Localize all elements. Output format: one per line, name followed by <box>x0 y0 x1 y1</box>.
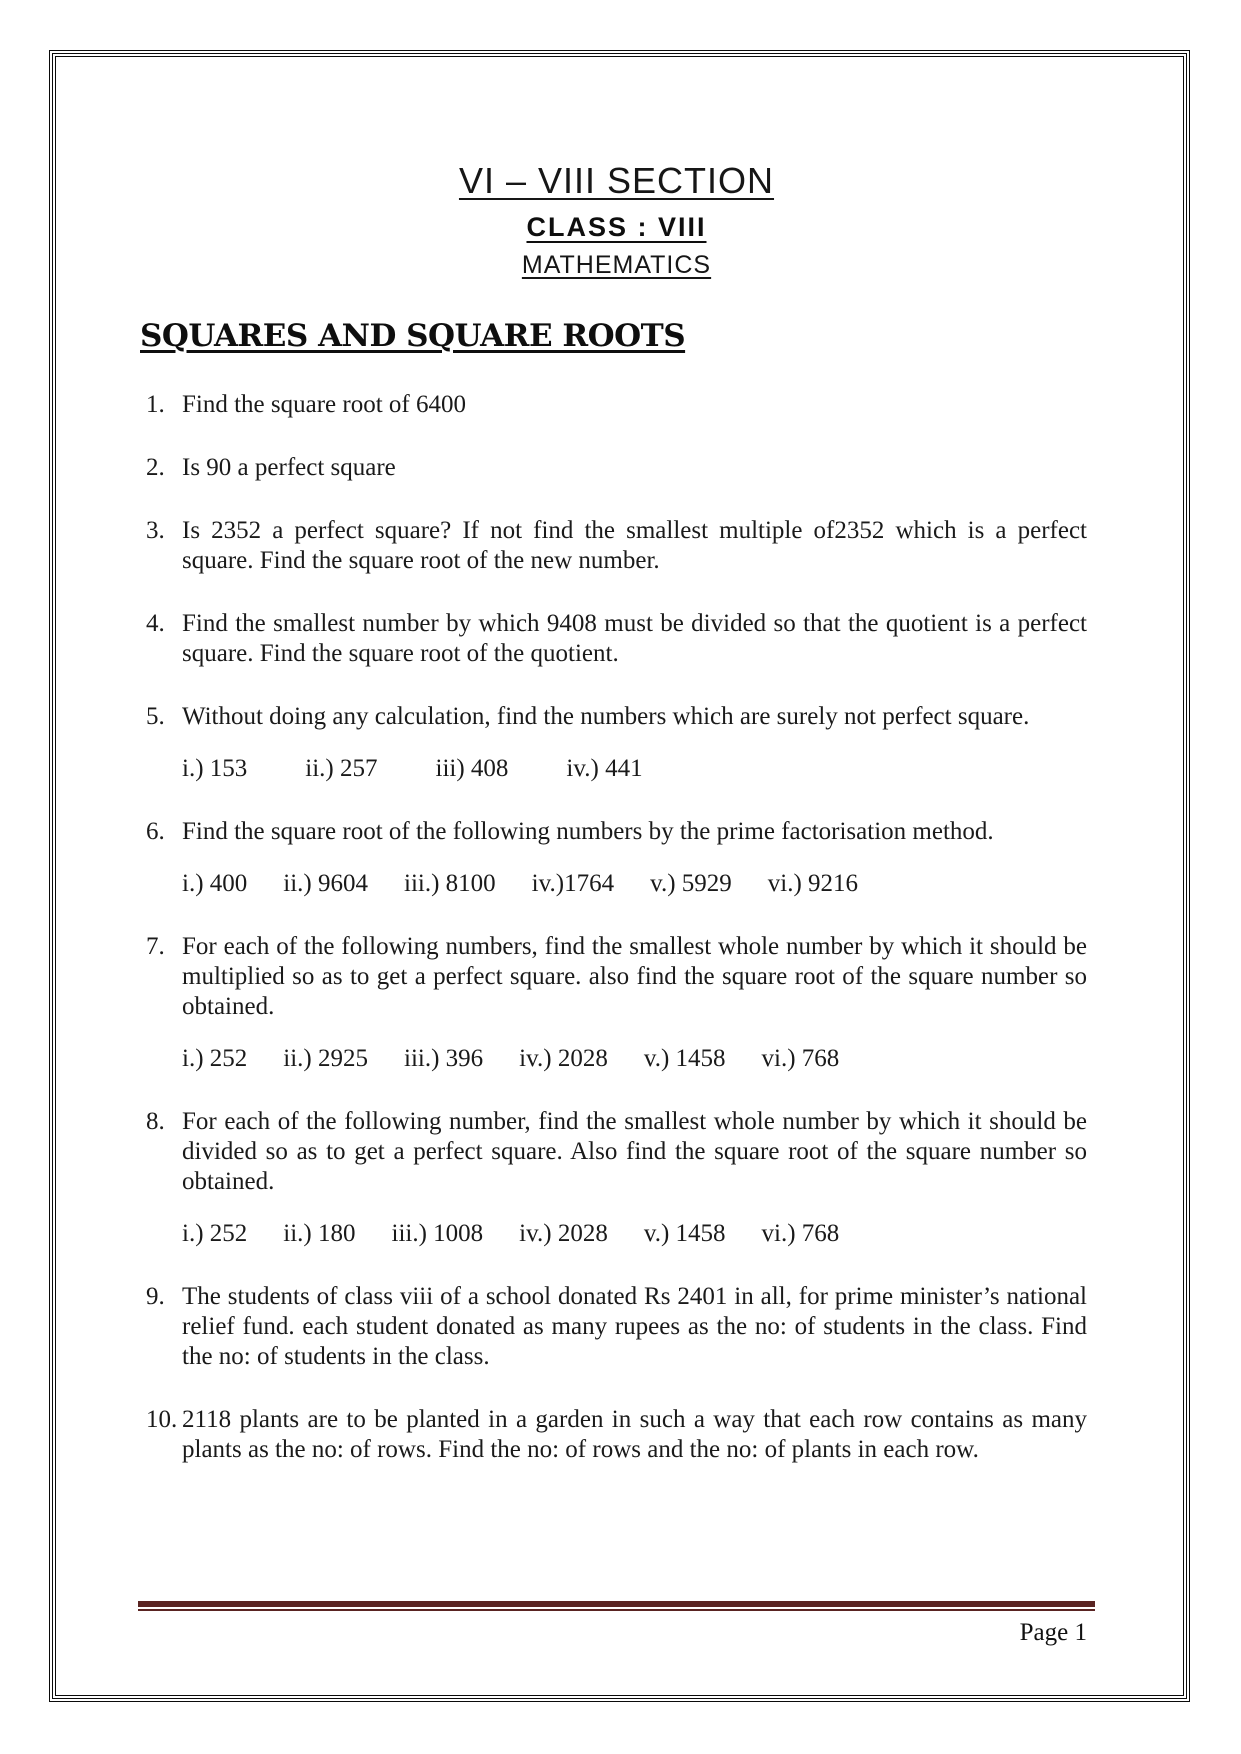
question-7-options <box>182 1044 1087 1074</box>
option-item: ii.) 180 <box>283 1220 356 1247</box>
option-item: ii.) 257 <box>305 755 378 782</box>
option-item: iv.)1764 <box>531 870 615 897</box>
option-item: v.) 5929 <box>650 870 732 897</box>
question-8 <box>146 1107 1087 1197</box>
question-6-options <box>182 869 1087 899</box>
option-item: vi.) 768 <box>761 1045 840 1072</box>
question-number: 8. <box>146 1108 165 1135</box>
class-title: CLASS : VIII <box>526 212 707 242</box>
footer-divider <box>138 1601 1095 1611</box>
question-7 <box>146 932 1087 1022</box>
option-item: i.) 400 <box>182 870 248 897</box>
footer-divider-thin-line <box>138 1609 1095 1611</box>
question-4 <box>146 609 1087 669</box>
question-number: 10. <box>146 1406 178 1433</box>
option-item: iii.) 396 <box>404 1045 484 1072</box>
option-item: i.) 252 <box>182 1220 248 1247</box>
option-item: iv.) 2028 <box>519 1220 608 1247</box>
footer-divider-thick-line <box>138 1601 1095 1607</box>
question-text: Find the square root of 6400 <box>182 391 466 418</box>
question-1 <box>146 390 1087 420</box>
option-item: ii.) 2925 <box>283 1045 368 1072</box>
question-5-options <box>182 754 1087 784</box>
question-10 <box>146 1405 1087 1465</box>
question-number: 7. <box>146 933 165 960</box>
question-number: 4. <box>146 610 165 637</box>
question-list <box>146 390 1087 1465</box>
question-8-options <box>182 1219 1087 1249</box>
question-text: Is 2352 a perfect square? If not find the smallest multiple of2352 which is a perfect square. Find the square root of the new number. <box>182 517 1087 574</box>
question-number: 3. <box>146 517 165 544</box>
option-item: i.) 153 <box>182 755 248 782</box>
option-item: iv.) 2028 <box>519 1045 608 1072</box>
question-text: For each of the following number, find the smallest whole number by which it should be divided so as to get a perfect square. Also find the square root of the square number so obtained. <box>182 1108 1087 1195</box>
question-number: 5. <box>146 703 165 730</box>
section-title: VI – VIII SECTION <box>458 160 775 201</box>
question-number: 1. <box>146 391 165 418</box>
page-number: Page 1 <box>1019 1619 1087 1646</box>
option-item: vi.) 9216 <box>767 870 859 897</box>
question-text: Find the square root of the following numbers by the prime factorisation method. <box>182 818 994 845</box>
question-text: Is 90 a perfect square <box>182 454 396 481</box>
question-text: Find the smallest number by which 9408 must be divided so that the quotient is a perfect square. Find the square root of the quotient. <box>182 610 1087 667</box>
question-5 <box>146 702 1087 732</box>
question-6 <box>146 817 1087 847</box>
option-item: vi.) 768 <box>761 1220 840 1247</box>
question-number: 9. <box>146 1283 165 1310</box>
subject-title: MATHEMATICS <box>521 251 712 279</box>
option-item: v.) 1458 <box>643 1045 726 1072</box>
question-text: The students of class viii of a school donated Rs 2401 in all, for prime minister’s national relief fund. each student donated as many rupees as the no: of students in the class. Find the no: of students in the class. <box>182 1283 1087 1370</box>
question-text: For each of the following numbers, find the smallest whole number by which it should be multiplied so as to get a perfect square. also find the square root of the square number so obtained. <box>182 933 1087 1020</box>
question-number: 2. <box>146 454 165 481</box>
option-item: v.) 1458 <box>643 1220 726 1247</box>
option-item: iii.) 1008 <box>391 1220 484 1247</box>
option-item: iii.) 8100 <box>404 870 496 897</box>
option-item: ii.) 9604 <box>283 870 368 897</box>
question-text: Without doing any calculation, find the numbers which are surely not perfect square. <box>182 703 1030 730</box>
option-item: iii) 408 <box>435 755 509 782</box>
question-9 <box>146 1282 1087 1372</box>
question-2 <box>146 453 1087 483</box>
page-content <box>140 0 1087 1498</box>
question-3 <box>146 516 1087 576</box>
option-item: iv.) 441 <box>566 755 643 782</box>
document-header <box>146 160 1087 280</box>
option-item: i.) 252 <box>182 1045 248 1072</box>
question-text: 2118 plants are to be planted in a garden in such a way that each row contains as many plants as the no: of rows. Find the no: of rows and the no: of plants in each row. <box>182 1406 1087 1463</box>
question-number: 6. <box>146 818 165 845</box>
chapter-heading: SQUARES AND SQUARE ROOTS <box>140 318 686 354</box>
